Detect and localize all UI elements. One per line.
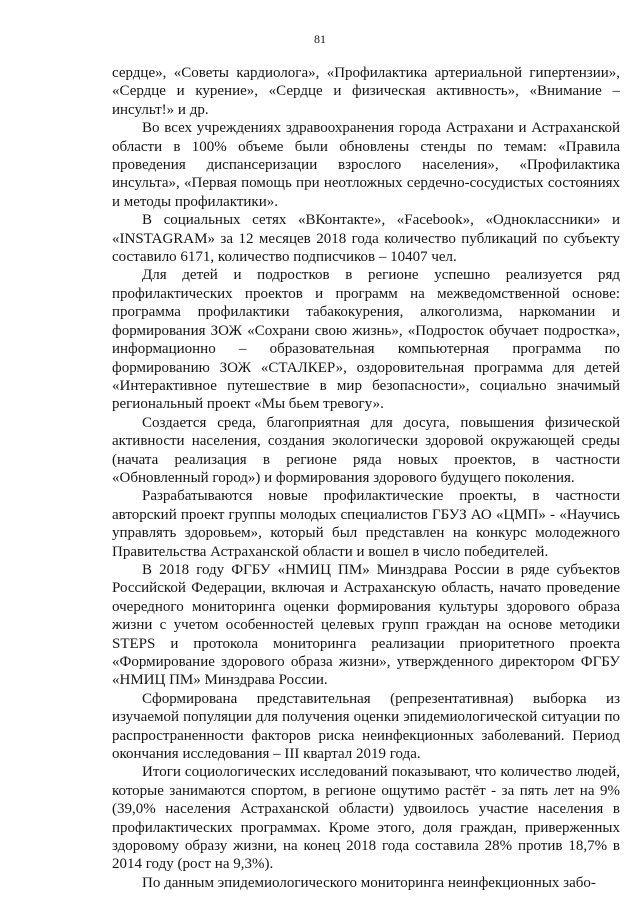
paragraph: сердце», «Советы кардиолога», «Профилактика артериальной гипертензии», «Сердце и курение», «Сердце и физическая активность», «Внимание – инсульт!» и др. [112,65,620,118]
paragraph: В социальных сетях «ВКонтакте», «Facebook», «Одноклассники» и «INSTAGRAM» за 12 месяцев 2018 года количество публикаций по субъекту составило 6171, количество подписчиков – 10407 чел. [112,212,620,266]
paragraph: По данным эпидемиологического мониторинга неинфекционных забо- [142,874,596,891]
body-text [112,64,620,892]
page-number: 81 [314,32,326,46]
paragraph: Разрабатываются новые профилактические проекты, в частности авторский проект группы молодых специалистов ГБУЗ АО «ЦМП» - «Научись управлять здоровьем», который был представлен на конкурс молодежного Правительства Астраханской области и вошел в число победителей. [112,488,620,560]
paragraph: Создается среда, благоприятная для досуга, повышения физической активности населения, создания экологически здоровой окружающей среды (начата реализация в регионе ряда новых проектов, в частности «Обновленный город») и формирования здорового будущего поколения. [112,414,620,486]
paragraph: Сформирована представительная (репрезентативная) выборка из изучаемой популяции для получения оценки эпидемиологической ситуации по распространенности факторов риска неинфекционных заболеваний. Период окончания исследования – III квартал 2019 года. [112,690,620,763]
paragraph: Итоги социологических исследований показывают, что количество людей, которые занимаются спортом, в регионе ощутимо растёт - за пять лет на 9% (39,0% населения Астраханской области) удвоилось участие населения в профилактических программах. Кроме этого, доля граждан, приверженных здоровому образу жизни, на конец 2018 года составила 28% против 18,7% в 2014 году (рост на 9,3%). [112,764,620,873]
paragraph: Для детей и подростков в регионе успешно реализуется ряд профилактических проектов и программ на межведомственной основе: программа профилактики табакокурения, алкоголизма, наркомании и формирования ЗОЖ «Сохрани свою жизнь», «Подросток обучает подростка», информационно – образовательная компьютерная программа по формированию ЗОЖ «СТАЛКЕР», оздоровительная программа для детей «Интерактивное путешествие в мир безопасности», социально значимый региональный проект «Мы бьем тревогу». [112,267,620,413]
paragraph: В 2018 году ФГБУ «НМИЦ ПМ» Минздрава России в ряде субъектов Российской Федерации, включая и Астраханскую область, начато проведение очередного мониторинга оценки формирования культуры здорового образа жизни с учетом особенностей целевых групп граждан на основе методики STEPS и протокола мониторинга реализации приоритетного проекта «Формирование здорового образа жизни», утвержденного директором ФГБУ «НМИЦ ПМ» Минздрава России. [112,561,620,689]
paragraph: Во всех учреждениях здравоохранения города Астрахани и Астраханской области в 100% объеме были обновлены стенды по темам: «Правила проведения диспансеризации взрослого населения», «Профилактика инсульта», «Первая помощь при неотложных сердечно-сосудистых состояниях и методы профилактики». [112,120,620,210]
